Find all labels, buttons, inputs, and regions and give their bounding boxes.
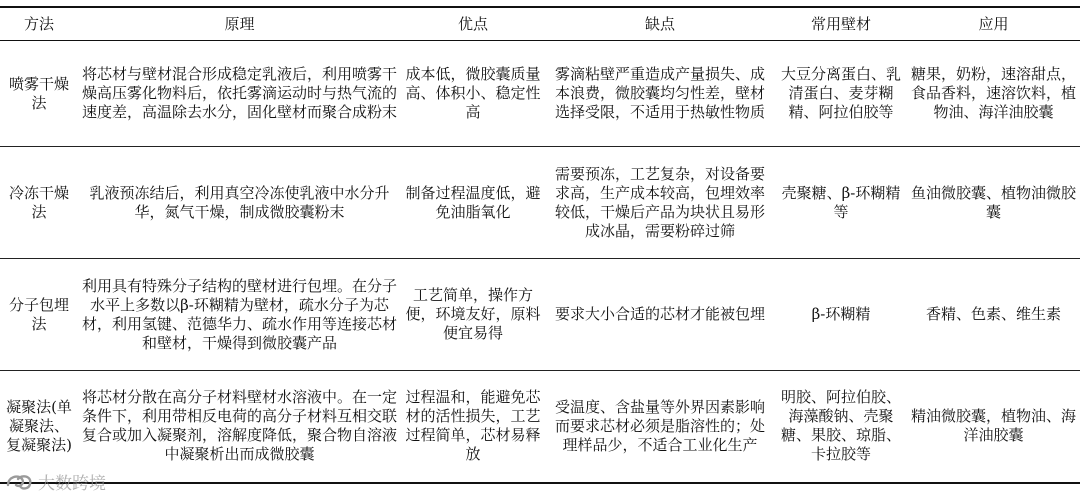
table-row bbox=[0, 371, 1080, 483]
header-wall-materials: 常用壁材 bbox=[775, 7, 907, 41]
header-principle: 原理 bbox=[78, 7, 401, 41]
cell-principle: 将芯材分散在高分子材料壁材水溶液中。在一定条件下，利用带相反电荷的高分子材料互相交联复合或加入凝聚剂，溶解度降低，聚合物自溶液中凝聚析出而成微胶囊 bbox=[78, 371, 401, 483]
cell-advantages: 制备过程温度低，避免油脂氧化 bbox=[401, 147, 545, 259]
cell-applications: 香精、色素、维生素 bbox=[907, 259, 1080, 371]
cell-disadvantages: 要求大小合适的芯材才能被包埋 bbox=[545, 259, 775, 371]
header-method: 方法 bbox=[0, 7, 78, 41]
cell-method: 凝聚法(单凝聚法、复凝聚法) bbox=[0, 371, 78, 483]
cell-wall-materials: 壳聚糖、β-环糊精等 bbox=[775, 147, 907, 259]
cell-advantages: 工艺简单，操作方便，环境友好，原料便宜易得 bbox=[401, 259, 545, 371]
cell-method: 冷冻干燥法 bbox=[0, 147, 78, 259]
header-advantages: 优点 bbox=[401, 7, 545, 41]
table-row bbox=[0, 41, 1080, 147]
cell-advantages: 成本低，微胶囊质量高、体积小、稳定性高 bbox=[401, 41, 545, 147]
cell-applications: 糖果，奶粉，速溶甜点，食品香料，速溶饮料，植物油、海洋油胶囊 bbox=[907, 41, 1080, 147]
cell-applications: 鱼油微胶囊、植物油微胶囊 bbox=[907, 147, 1080, 259]
cell-wall-materials: 大豆分离蛋白、乳清蛋白、麦芽糊精、阿拉伯胶等 bbox=[775, 41, 907, 147]
watermark bbox=[4, 469, 106, 494]
cell-method: 分子包埋法 bbox=[0, 259, 78, 371]
cell-disadvantages: 受温度、含盐量等外界因素影响而要求芯材必须是脂溶性的；处理样品少，不适合工业化生产 bbox=[545, 371, 775, 483]
table-row bbox=[0, 259, 1080, 371]
cell-principle: 将芯材与壁材混合形成稳定乳液后，利用喷雾干燥高压雾化物料后，依托雾滴运动时与热气流的速度差，高温除去水分，固化壁材而聚合成粉末 bbox=[78, 41, 401, 147]
table-row bbox=[0, 147, 1080, 259]
cell-wall-materials: 明胶、阿拉伯胶、海藻酸钠、壳聚糖、果胶、琼脂、卡拉胶等 bbox=[775, 371, 907, 483]
cell-disadvantages: 雾滴粘壁严重造成产量损失、成本浪费，微胶囊均匀性差，壁材选择受限，不适用于热敏性物质 bbox=[545, 41, 775, 147]
method-comparison-table bbox=[0, 6, 1080, 484]
cell-method: 喷雾干燥法 bbox=[0, 41, 78, 147]
watermark-text: 大数跨境 bbox=[38, 474, 106, 494]
logo-swirl-icon bbox=[4, 471, 34, 493]
header-disadvantages: 缺点 bbox=[545, 7, 775, 41]
cell-wall-materials: β-环糊精 bbox=[775, 259, 907, 371]
table-header-row bbox=[0, 7, 1080, 41]
cell-principle: 乳液预冻结后，利用真空冷冻使乳液中水分升华，氮气干燥，制成微胶囊粉末 bbox=[78, 147, 401, 259]
cell-applications: 精油微胶囊，植物油、海洋油胶囊 bbox=[907, 371, 1080, 483]
cell-disadvantages: 需要预冻，工艺复杂，对设备要求高，生产成本较高，包埋效率较低，干燥后产品为块状且易形成冰晶，需要粉碎过筛 bbox=[545, 147, 775, 259]
cell-advantages: 过程温和，能避免芯材的活性损失，工艺过程简单，芯材易释放 bbox=[401, 371, 545, 483]
cell-principle: 利用具有特殊分子结构的壁材进行包埋。在分子水平上多数以β-环糊精为壁材，疏水分子为芯材，利用氢键、范德华力、疏水作用等连接芯材和壁材，干燥得到微胶囊产品 bbox=[78, 259, 401, 371]
header-applications: 应用 bbox=[907, 7, 1080, 41]
